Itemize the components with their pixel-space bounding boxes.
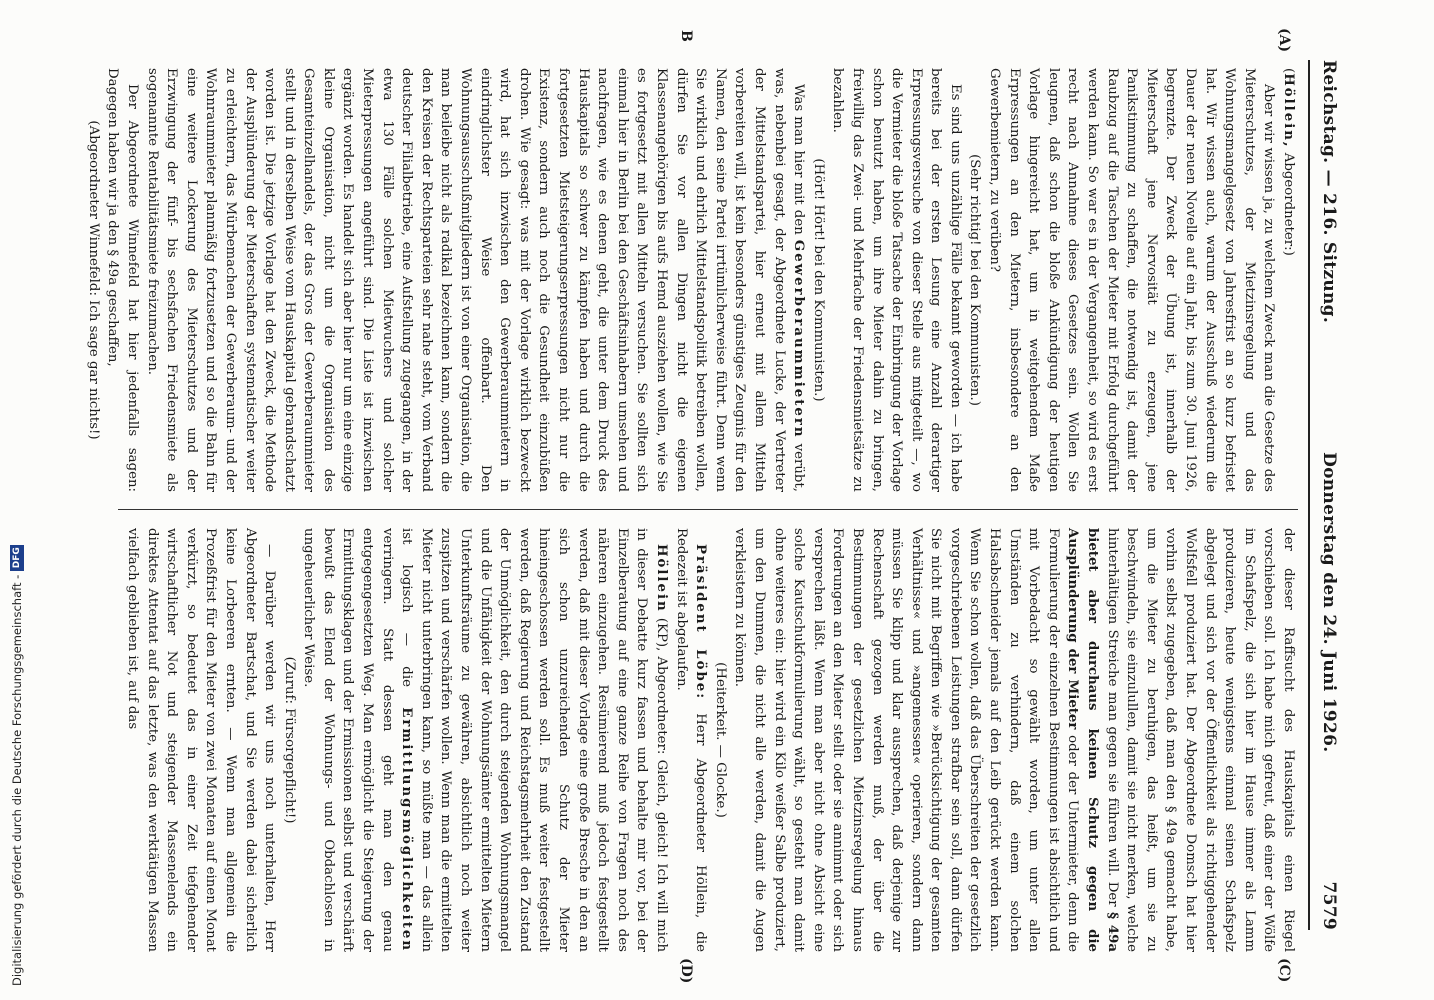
text-run: Herr Abgeordneter Höllein, die Redezeit ist abgelaufen. — [673, 528, 709, 952]
paragraph — [671, 528, 710, 952]
interjection: (Heiterkeit. — Glocke.) — [712, 662, 728, 818]
credit-text: Digitalisierung gefördert durch die Deutsche Forschungsgemeinschaft - — [10, 574, 24, 986]
speaker-name: Höllein, — [1281, 73, 1296, 149]
page-number: 7579 — [1319, 881, 1339, 930]
header-rule — [1308, 60, 1310, 930]
paragraph — [142, 68, 808, 492]
paragraph: Es sind uns unzählige Fälle bekannt geworden — ich habe bereits bei der ersten Lesung eine Anzahl derartiger Erpressungsversuche von dieser Stelle aus mitgeteilt —, wo die Vermieter die bloße Tatsache der Einbringung der Vorlage schon benutzt haben, um ihre Mieter dahin zu bringen, freiwillig das Zwei- und Mehrfache der Friedensmietsätze zu bezahlen. — [830, 68, 963, 492]
emphasis: Gewerberaummietern — [791, 239, 807, 439]
speaker-name: Höllein — [654, 543, 669, 613]
margin-mark-b: B — [678, 30, 694, 42]
paragraph: Der Abgeordnete Winnefeld hat hier jedenfalls sagen: Dagegen haben wir ja den § 49a geschaffen, — [105, 68, 140, 492]
speaker-role: Abgeordneter:) — [1281, 152, 1296, 256]
interjection: (Sehr richtig! bei den Kommunisten.) — [967, 154, 983, 406]
header-left: Reichstag. — 216. Sitzung. — [1319, 60, 1339, 324]
column-divider — [118, 509, 1298, 510]
dfg-logo-icon: DFG — [10, 545, 24, 571]
text-run: Was man hier mit den — [791, 83, 807, 235]
text-run: oder der Untermieter, denn die Formulierung der einzelnen Bestimmungen ist absichtlich und mit Vorbedacht so gewählt worden, um unter allen Umständen zu verhindern, daß einem solchen Halsabschneider jemals auf den Leib gerückt werden kann. Wenn Sie schon wollen, daß das Überschreiten der gesetzlich vorgeschriebenen Leistungen strafbar sein soll, dann dürfen Sie nicht mit Begriffen wie »Berücksichtigung der gesamten Verhältnisse« und »angemessen« operieren, sondern dann müssen Sie klipp und klar aussprechen, daß derjenige zur Rechenschaft gezogen werden muß, der über die Bestimmungen der gesetzlichen Mietzinsregelung hinaus Forderungen an den Mieter stellt oder sie annimmt oder sich versprechen läßt. Wenn man aber nicht ohne Absicht eine solche Kautschukformulierung wählt, so gesteht man damit ohne weiteres ein: hier wird ein Kilo weißer Salbe produziert, um den Dummen, die nicht alle werden, damit die Augen verkleistern zu können. — [732, 528, 1081, 952]
right-column — [118, 528, 1298, 952]
left-column — [85, 68, 1298, 493]
digitization-credit — [10, 545, 24, 986]
paragraph — [730, 528, 1298, 952]
interjection: (Zuruf: Fürsorgepflicht!) — [281, 656, 297, 824]
interjection: (Hört! Hört! bei den Kommunisten.) — [810, 158, 826, 402]
paragraph: — Darüber werden wir uns noch unterhalten, Herr Abgeordneter Bartschat, und Sie werden dabei sicherlich keine Lorbeeren ernten. — Wenn man allgemein die Prozeßfrist für den Mieter von zwei Monaten auf einen Monat verkürzt, so bedeutet das in einer Zeit tiefgehender wirtschaftlicher Not und steigender Massenelends ein direktes Attentat auf das letzte, was den werktätigen Massen vielfach geblieben ist, auf das — [124, 528, 278, 952]
paragraph — [299, 528, 671, 952]
emphasis: § 49a bietet aber durchaus keinen Schutz gegen die Ausplünderung der Mieter — [1065, 528, 1120, 952]
text-run: verübt, was, nebenbei gesagt, der Abgeordnete Lucke, der Vertreter der Mittelstandspartei, hier erneut mit allem Mitteln vorbereiten will, ist kein besonders günstiges Zeugnis für den Namen, den seine Partei irrtümlicherweise führt. Denn wenn Sie wirklich und ehrlich Mittelstandspolitik betreiben wollen, dürfen Sie vor allen Dingen nicht die eigenen Klassenangehörigen bis aufs Hemd ausziehen wollen, wie Sie es fortgesetzt mit allen Mitteln versuchen. Sie sollten sich einmal hier in Berlin bei den Geschäftsinhabern umsehen und nachfragen, wie es denen geht, die unter dem Druck des Hauskapitals so schwer zu kämpfen haben und durch die fortgesetzten Mietsteigerungserpressungen nicht nur die Existenz, sondern auch noch die Gesundheit einzubüßen drohen. Wie gesagt: was mit der Vorlage wirklich bezweckt wird, hat sich inzwischen den Gewerberaummietern in eindringlichster Weise offenbart. Den Wohnungsausschußmitgliedern ist von einer Organisation, die man beileibe nicht als radikal bezeichnen kann, sondern die den Kreisen der Rechtsparteien sehr nahe steht, vom Verband deutscher Filialbetriebe, eine Aufstellung zugegangen, in der etwa 130 Fälle solchen Mietwuchers und solcher Mieterpressungen angeführt sind. Die Liste ist inzwischen ergänzt worden. Es handelt sich aber hier nur um eine einzige kleine Organisation, nicht um die Organisation des Gesamteinzelhandels, der das Gros der Gewerberaummieter stellt und in derselben Weise vom Hauskapital gebrandschatzt worden ist. Die jetzige Vorlage hat den Zweck, die Methode der Ausplünderung der Mieterschaften systematischer weiter zu erleichtern, das Mürbemachen der Gewerberaum- und der Wohnraummieter planmäßig fortzusetzen und so die Bahn für eine weitere Lockerung des Mieterschutzes und der Erzwingung der fünf- bis sechsfachen Friedensmiete als sogenannte Rentabilitätsmiete freizumachen. — [144, 68, 807, 493]
margin-mark-d: (D) — [678, 958, 694, 984]
text-run: Gleich, gleich! Ich will mich in dieser Debatte kurz fassen und behalte mir vor, bei der Einzelberatung auf eine ganze Reihe von Fragen noch des näheren einzugehen. Resümierend muß jedoch festgestellt werden, daß mit dieser Vorlage eine große Bresche in den an sich schon unzureichenden Schutz der Mieter hineingeschossen werden soll. Es muß weiter festgestellt werden, daß Regierung und Reichstagsmehrheit den Zustand der Unmöglichkeit, den durch steigenden Wohnungsmangel und die Unfähigkeit der Wohnungsämter ermittelten Mietern Unterkunftsräume zu gewähren, absichtlich noch weiter zuspitzen und verschärfen wollen. Wenn man die ermittelten Mieter nicht unterbringen kann, so müßte man — das allein ist logisch — die — [399, 528, 669, 953]
speaker-name: Präsident Löbe: — [693, 543, 709, 701]
text-run: verringern. Statt dessen geht man den genau entgegengesetzten Weg. Man ermöglicht die Steigerung der Ermittlungsklagen und der Ermissionen selbst und verschärft bewußt das Elend der Wohnungs- und Obdachlosen in ungeheuerlicher Weise. — [301, 528, 395, 952]
text-run: der dieser Raffsucht des Hauskapitals einen Riegel vorschieben soll. Ich habe mich gefreut, daß einer der Wölfe im Schafspelz, die sich hier im Hause immer als Lamm produzieren, heute wenigstens einmal seinen Schafspelz abgelegt und sich vor der Öffentlichkeit als richtiggehender Wolfsfell produziert hat. Der Abgeordnete Domsch hat hier vorhin selbst zugegeben, daß man den § 49a gemacht habe, um die Mieter zu beruhigen, das heißt, um sie zu beschwindeln, sie einzulullen, damit sie nicht merken, welche hinterhältigen Streiche man gegen sie führen will. Der — [1104, 528, 1296, 952]
margin-mark-a: (A) — [1276, 28, 1292, 53]
header-date: Donnerstag den 24. Juni 1926. — [1319, 452, 1339, 753]
paragraph: Aber wir wissen ja, zu welchem Zweck man die Gesetze des Mieterschutzes, der Mietzinsregelung und das Wohnungsmangelgesetz von Jahresfrist an so kurz befristet hat. Wir wissen auch, warum der Ausschuß wiederum die Dauer der neuen Novelle auf ein Jahr, bis zum 30. Juni 1926, begrenzte. Der Zweck der Übung ist, innerhalb der Mieterschaft jene Nervosität zu erzeugen, jene Panikstimmung zu schaffen, die notwendig ist, damit der Raubzug auf die Taschen der Mieter mit Erfolg durchgeführt werden kann. So war es in der Vergangenheit, so wird es erst recht nach Annahme dieses Gesetzes sein. Wollen Sie leugnen, daß schon die bloße Ankündigung der heutigen Vorlage hingereicht hat, um in weitgehendem Maße Erpressungen an den Mietern, insbesondere an den Gewerbemietern, zu verüben? — [987, 68, 1277, 492]
interjection: (Abgeordneter Winnefeld: Ich sage gar nichts!) — [85, 120, 101, 440]
page-header — [1312, 60, 1346, 930]
paragraph: (Höllein, Abgeordneter:) — [1281, 68, 1296, 256]
margin-mark-c: (C) — [1276, 958, 1292, 983]
speaker-role: (KP), Abgeordneter: — [654, 617, 669, 755]
emphasis: Ermittlungsmöglichkeiten — [399, 707, 415, 952]
